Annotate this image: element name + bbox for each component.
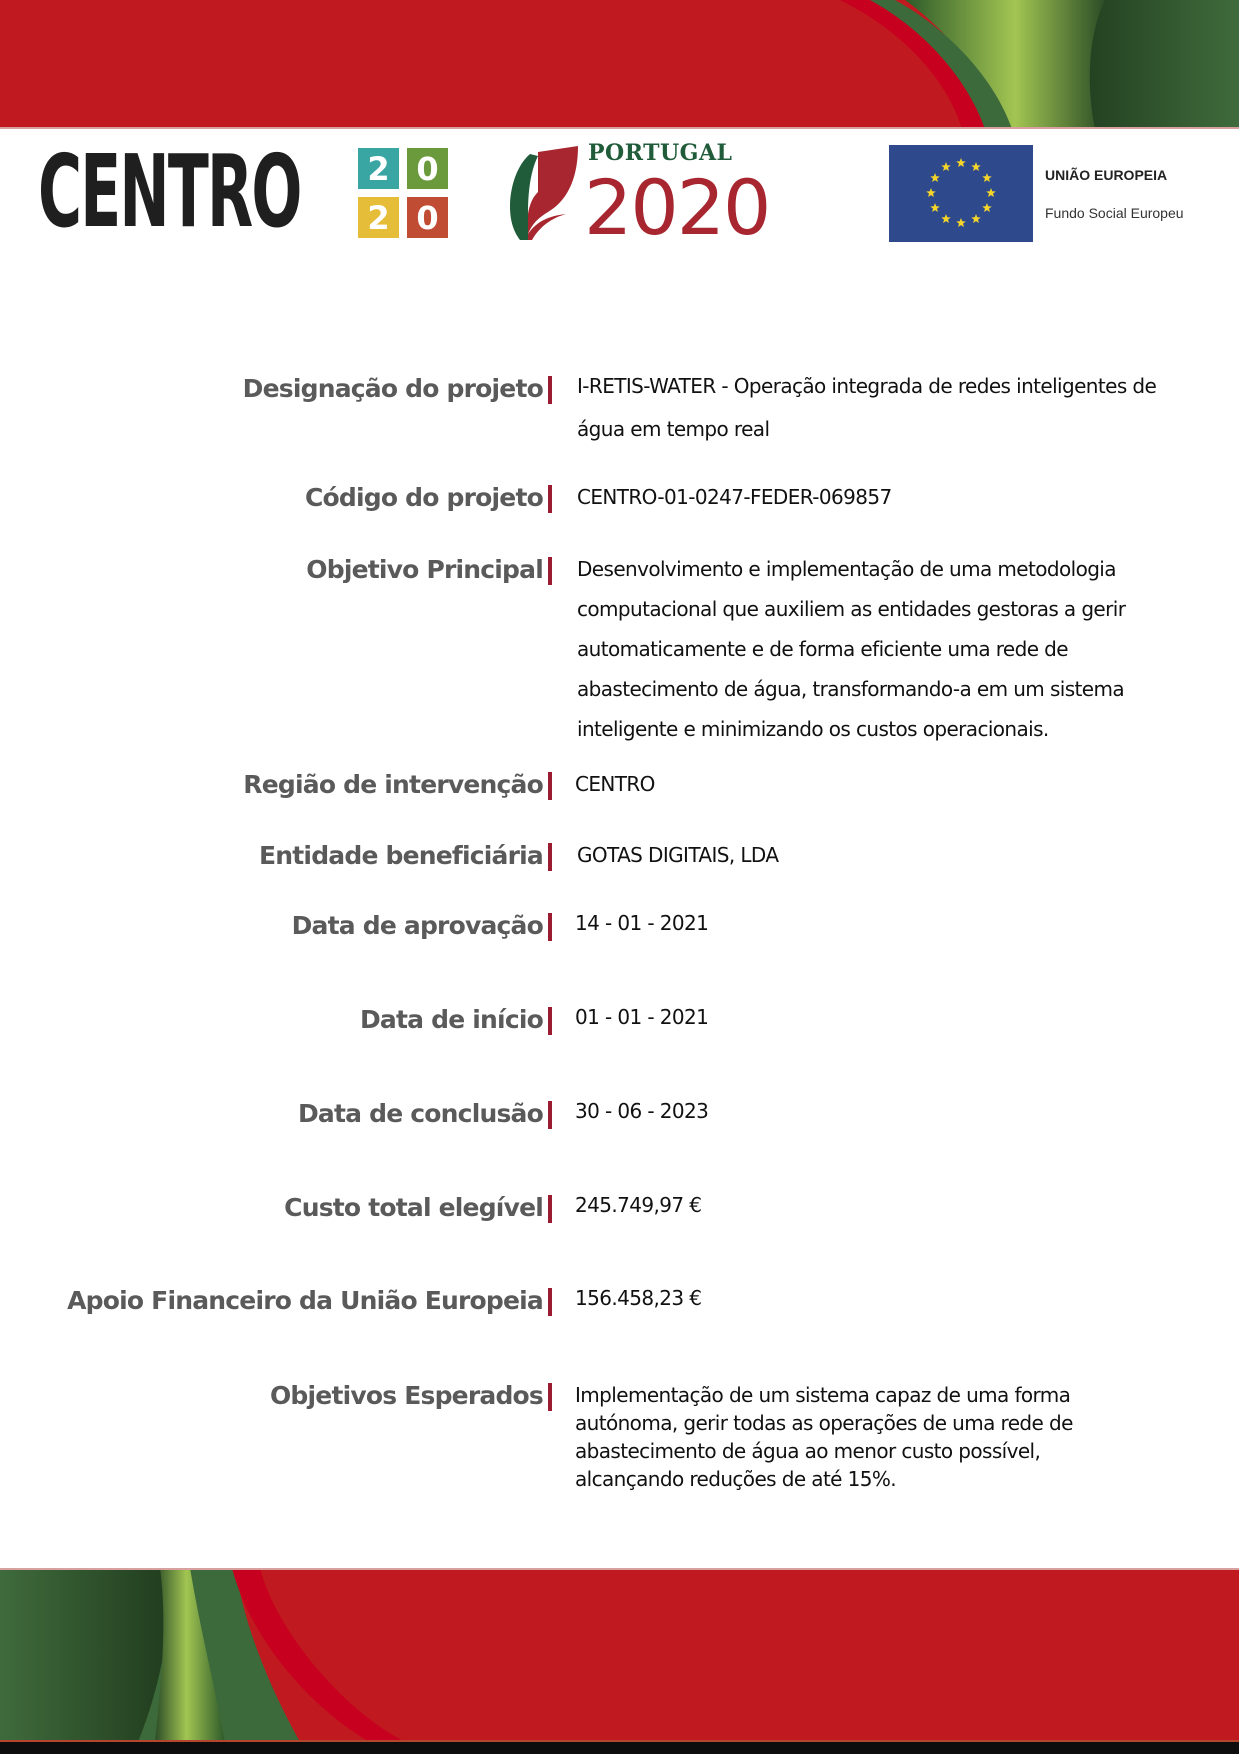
field-label: Designação do projeto xyxy=(242,374,543,403)
field-label: Data de conclusão xyxy=(297,1099,543,1128)
eu-star-icon xyxy=(971,162,981,171)
field-value: 30 - 06 - 2023 xyxy=(575,1099,709,1123)
eu-logo xyxy=(889,145,1229,243)
field-value: 245.749,97 € xyxy=(575,1193,702,1217)
field-separator xyxy=(548,1288,552,1316)
centro-logo-tile: 0 xyxy=(407,197,448,238)
field-separator xyxy=(548,843,552,871)
field-label: Código do projeto xyxy=(305,483,543,512)
field-value: Desenvolvimento e implementação de uma metodologia computacional que auxiliem as entidades gestoras a gerir automaticamente e de forma eficiente uma rede de abastecimento de água, transformando-a em um sistema inteligente e minimizando os custos operacionais. xyxy=(577,557,1126,741)
eu-star-icon xyxy=(986,188,996,197)
eu-star-icon xyxy=(941,162,951,171)
eu-star-icon xyxy=(926,188,936,197)
centro-logo-tile: 0 xyxy=(407,148,448,189)
header-banner xyxy=(0,0,1239,129)
centro-logo-word: CENTRO xyxy=(38,148,301,240)
centro-logo-tiles xyxy=(358,148,450,240)
field-separator xyxy=(548,772,552,800)
field-label: Entidade beneficiária xyxy=(259,841,543,870)
eu-star-icon xyxy=(930,203,940,212)
field-value: 156.458,23 € xyxy=(575,1286,702,1310)
field-value: CENTRO-01-0247-FEDER-069857 xyxy=(577,485,892,509)
field-value: 14 - 01 - 2021 xyxy=(575,911,709,935)
portugal2020-logo xyxy=(508,140,838,250)
portugal-logo-year: 2020 xyxy=(584,163,770,252)
eu-star-icon xyxy=(941,214,951,223)
field-label: Região de intervenção xyxy=(243,770,543,799)
eu-stars-ring xyxy=(889,145,1033,242)
eu-star-icon xyxy=(956,218,966,227)
centro-logo-word-box xyxy=(38,148,348,240)
field-separator xyxy=(548,1195,552,1223)
footer-rule xyxy=(0,1742,1239,1754)
field-separator xyxy=(548,557,552,585)
footer-swoosh-graphic xyxy=(0,1568,1239,1742)
centro-logo-tile: 2 xyxy=(358,197,399,238)
field-label: Apoio Financeiro da União Europeia xyxy=(67,1286,543,1315)
footer-banner xyxy=(0,1568,1239,1742)
eu-star-icon xyxy=(956,158,966,167)
field-separator xyxy=(548,1101,552,1129)
portugal-logo-word: PORTUGAL xyxy=(588,140,733,166)
field-separator xyxy=(548,376,552,404)
field-separator xyxy=(548,1383,552,1411)
field-label: Objetivos Esperados xyxy=(269,1381,543,1410)
centro-logo-tile: 2 xyxy=(358,148,399,189)
field-label: Custo total elegível xyxy=(284,1193,543,1222)
eu-flag-icon xyxy=(889,145,1033,242)
portugal-flag-leaf-icon xyxy=(508,144,580,244)
field-value: Implementação de um sistema capaz de uma forma autónoma, gerir todas as operações de uma rede de abastecimento de água ao menor custo possível, alcançando reduções de até 15%. xyxy=(575,1383,1073,1491)
eu-star-icon xyxy=(930,173,940,182)
field-separator xyxy=(548,1007,552,1035)
centro2020-logo xyxy=(38,148,458,240)
field-label: Data de início xyxy=(359,1005,543,1034)
eu-star-icon xyxy=(982,173,992,182)
eu-star-icon xyxy=(982,203,992,212)
field-value: I-RETIS-WATER - Operação integrada de redes inteligentes de água em tempo real xyxy=(577,374,1157,441)
field-value: GOTAS DIGITAIS, LDA xyxy=(577,843,779,867)
field-label: Objetivo Principal xyxy=(306,555,543,584)
field-separator xyxy=(548,485,552,513)
header-swoosh-graphic xyxy=(0,0,1239,129)
field-label: Data de aprovação xyxy=(291,911,543,940)
eu-subtitle: Fundo Social Europeu xyxy=(1045,205,1184,221)
eu-title: UNIÃO EUROPEIA xyxy=(1045,167,1168,183)
field-separator xyxy=(548,913,552,941)
eu-star-icon xyxy=(971,214,981,223)
field-value: CENTRO xyxy=(575,772,655,796)
field-value: 01 - 01 - 2021 xyxy=(575,1005,709,1029)
